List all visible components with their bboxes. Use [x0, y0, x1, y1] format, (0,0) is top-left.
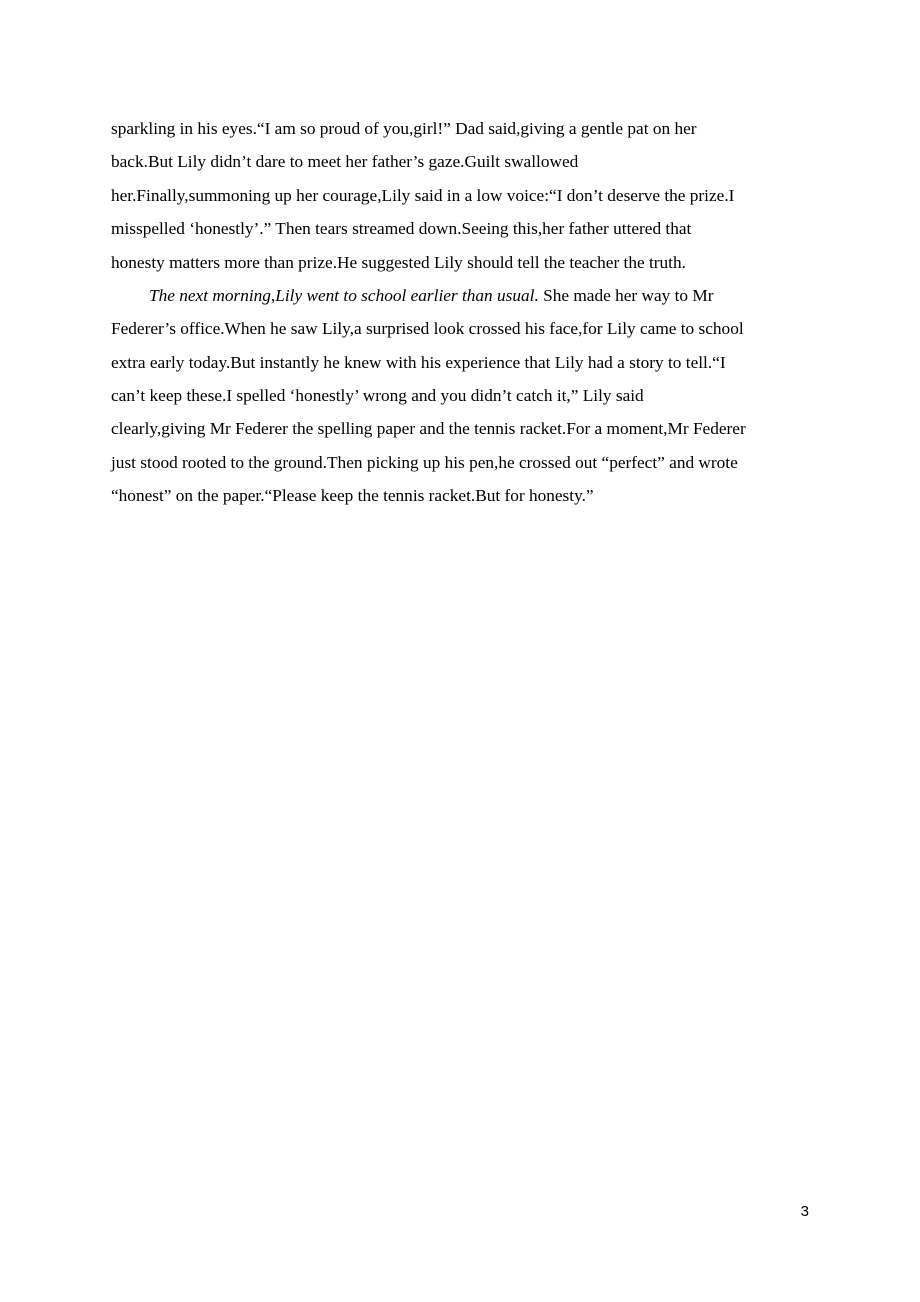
line-rest: She made her way to Mr	[538, 286, 714, 305]
paragraph-2-line-2: Federer’s office.When he saw Lily,a surprised look crossed his face,for Lily came to school	[111, 319, 744, 338]
italic-phrase-2: Lily went to school earlier than usual.	[275, 286, 539, 305]
paragraph-2-line-5: clearly,giving Mr Federer the spelling paper and the tennis racket.For a moment,Mr Federer	[111, 419, 746, 438]
comma: ,	[270, 286, 276, 305]
paragraph-2-line-3: extra early today.But instantly he knew with his experience that Lily had a story to tell.“I	[111, 353, 726, 372]
paragraph-2-line-4: can’t keep these.I spelled ‘honestly’ wrong and you didn’t catch it,” Lily said	[111, 386, 644, 405]
paragraph-1-line-4: misspelled ‘honestly’.” Then tears streamed down.Seeing this,her father uttered that	[111, 219, 692, 238]
italic-phrase-1: The next morning	[149, 286, 271, 305]
paragraph-2-line-1	[149, 286, 713, 306]
paragraph-1-line-2: back.But Lily didn’t dare to meet her father’s gaze.Guilt swallowed	[111, 152, 579, 171]
paragraph-2-line-6: just stood rooted to the ground.Then picking up his pen,he crossed out “perfect” and wrote	[111, 453, 738, 472]
paragraph-2-line-7: “honest” on the paper.“Please keep the tennis racket.But for honesty.”	[111, 486, 594, 505]
paragraph-1-line-1: sparkling in his eyes.“I am so proud of you,girl!” Dad said,giving a gentle pat on her	[111, 119, 697, 138]
paragraph-1-line-5: honesty matters more than prize.He suggested Lily should tell the teacher the truth.	[111, 253, 686, 272]
page-number: 3	[800, 1203, 809, 1220]
paragraph-1-line-3: her.Finally,summoning up her courage,Lily said in a low voice:“I don’t deserve the prize.I	[111, 186, 735, 205]
